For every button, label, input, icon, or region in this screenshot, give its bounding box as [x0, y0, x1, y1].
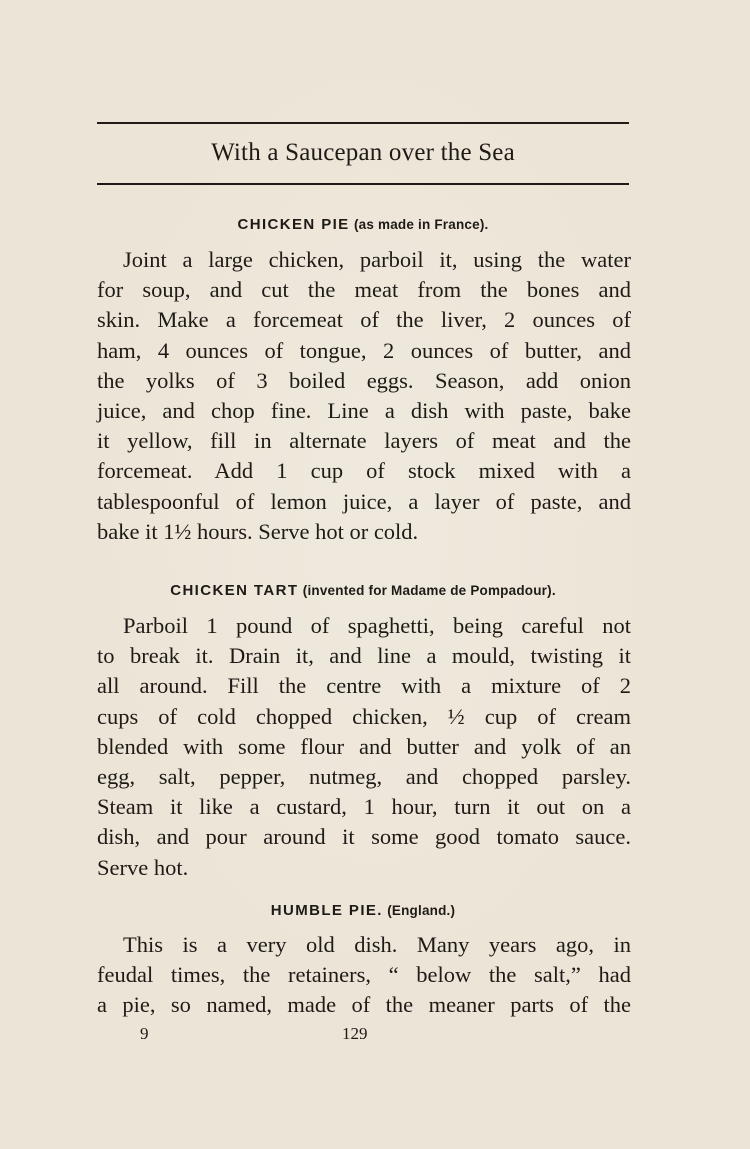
recipe-heading-chicken-tart	[97, 582, 629, 599]
recipe-title: CHICKEN PIE	[237, 216, 350, 233]
recipe-heading-humble-pie	[97, 902, 629, 919]
recipe-body-humble-pie	[97, 930, 631, 1021]
text-line: Steam it like a custard, 1 hour, turn it out on a	[97, 794, 631, 820]
text-line: egg, salt, pepper, nutmeg, and chopped parsley.	[97, 764, 631, 790]
text-line: blended with some flour and butter and yolk of an	[97, 733, 631, 759]
text-line: juice, and chop fine. Line a dish with paste, bake	[97, 398, 631, 424]
text-line: it yellow, fill in alternate layers of meat and the	[97, 428, 631, 454]
header-rule-top	[97, 122, 629, 124]
signature-mark: 9	[140, 1024, 149, 1043]
text-line: bake it 1½ hours. Serve hot or cold.	[97, 518, 419, 544]
text-line: Joint a large chicken, parboil it, using the water	[123, 247, 631, 272]
recipe-subtitle: (England.)	[387, 903, 456, 918]
text-line: dish, and pour around it some good tomato sauce.	[97, 824, 631, 850]
text-line: skin. Make a forcemeat of the liver, 2 ounces of	[97, 307, 631, 333]
page-number: 129	[342, 1024, 368, 1043]
text-line: This is a very old dish. Many years ago, in	[123, 932, 631, 957]
recipe-body-chicken-tart	[97, 611, 631, 883]
recipe-heading-chicken-pie	[97, 216, 629, 233]
text-line: Serve hot.	[97, 854, 189, 880]
text-line: all around. Fill the centre with a mixture of 2	[97, 673, 631, 699]
recipe-title: CHICKEN TART	[170, 582, 299, 599]
text-line: a pie, so named, made of the meaner parts of the	[97, 992, 631, 1018]
recipe-body-chicken-pie	[97, 245, 631, 547]
text-line: the yolks of 3 boiled eggs. Season, add onion	[97, 367, 631, 393]
text-line: ham, 4 ounces of tongue, 2 ounces of butter, and	[97, 337, 631, 363]
text-line: tablespoonful of lemon juice, a layer of paste, and	[97, 488, 631, 514]
text-line: to break it. Drain it, and line a mould, twisting it	[97, 643, 631, 669]
text-line: feudal times, the retainers, “ below the salt,” had	[97, 962, 631, 988]
header-rule-bottom	[97, 183, 629, 185]
text-line: cups of cold chopped chicken, ½ cup of cream	[97, 703, 631, 729]
text-line: forcemeat. Add 1 cup of stock mixed with a	[97, 458, 631, 484]
recipe-subtitle: (invented for Madame de Pompadour).	[302, 583, 556, 598]
recipe-title: HUMBLE PIE.	[270, 902, 383, 919]
text-line: Parboil 1 pound of spaghetti, being careful not	[123, 613, 631, 638]
text-line: for soup, and cut the meat from the bones and	[97, 277, 631, 303]
recipe-subtitle: (as made in France).	[353, 217, 489, 232]
running-head: With a Saucepan over the Sea	[211, 139, 515, 166]
